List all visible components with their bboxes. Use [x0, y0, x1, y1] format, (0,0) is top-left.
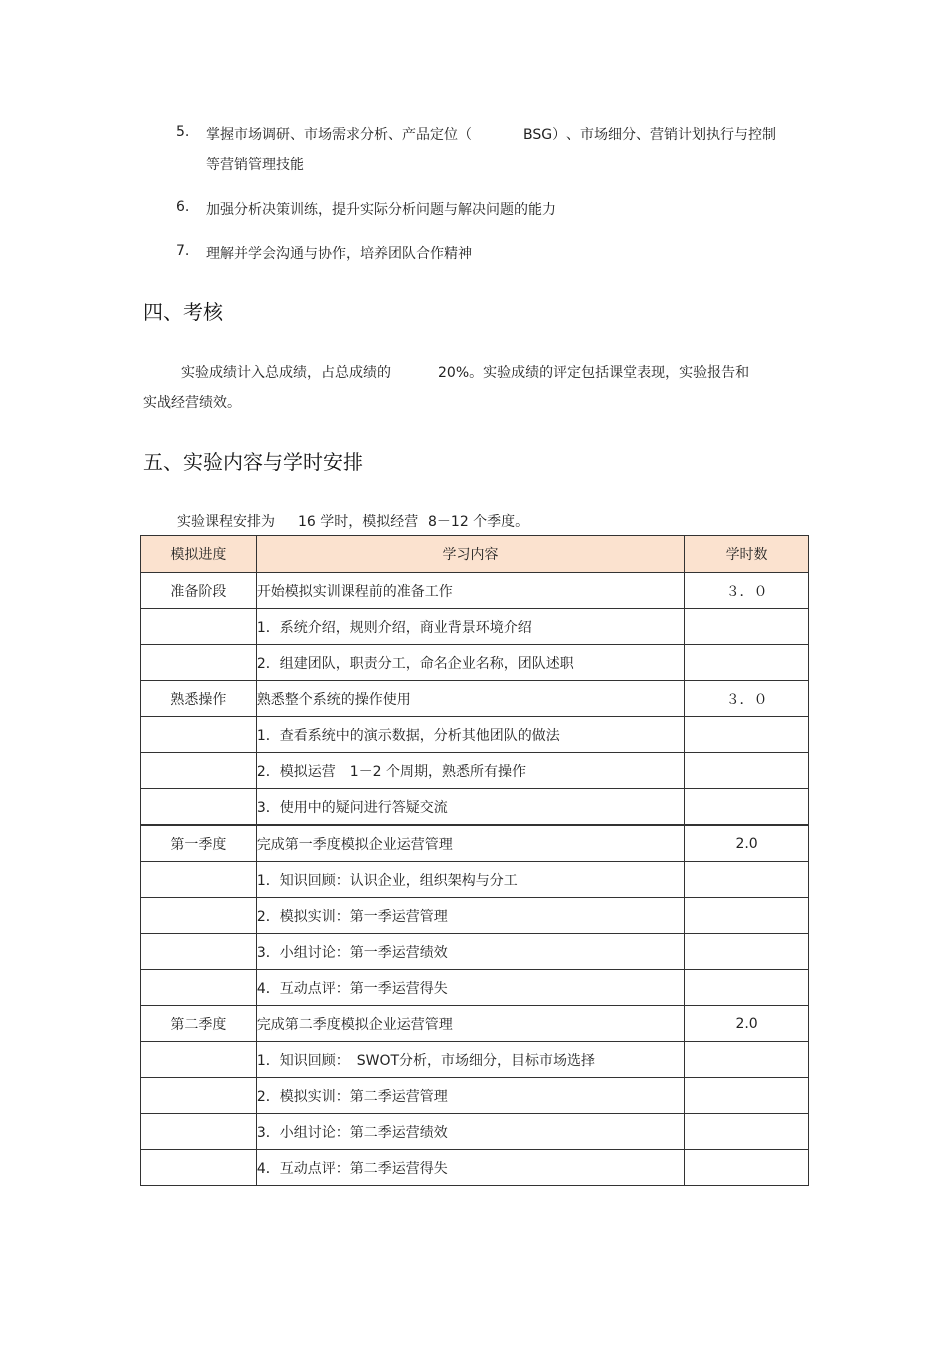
table-row [141, 645, 809, 681]
list-number: 6. [176, 199, 190, 215]
hours-cell [685, 970, 809, 1006]
table-row [141, 1078, 809, 1114]
table-row [141, 573, 809, 609]
content-cell: 2．模拟实训：第一季运营管理 [256, 898, 684, 934]
stage-cell [141, 898, 257, 934]
content-cell: 2．模拟运营 1－2 个周期，熟悉所有操作 [256, 753, 684, 789]
list-number: 7. [176, 243, 190, 259]
hours-cell [685, 898, 809, 934]
hours-cell [685, 1150, 809, 1186]
stage-cell [141, 789, 257, 826]
intro-text: 实验课程安排为 [177, 514, 275, 530]
hours-cell [685, 862, 809, 898]
stage-cell [141, 1078, 257, 1114]
table-row [141, 681, 809, 717]
stage-cell: 准备阶段 [141, 573, 257, 609]
paragraph-text: 实验成绩计入总成绩，占总成绩的 [181, 365, 391, 381]
content-cell: 熟悉整个系统的操作使用 [256, 681, 684, 717]
schedule-table [140, 535, 809, 1186]
content-cell: 2．模拟实训：第二季运营管理 [256, 1078, 684, 1114]
table-row [141, 970, 809, 1006]
table-row [141, 1150, 809, 1186]
stage-cell [141, 1042, 257, 1078]
content-cell: 3．使用中的疑问进行答疑交流 [256, 789, 684, 826]
hours-cell [685, 609, 809, 645]
content-cell: 开始模拟实训课程前的准备工作 [256, 573, 684, 609]
hours-cell: 2.0 [685, 825, 809, 862]
hours-cell: 2.0 [685, 1006, 809, 1042]
table-body [141, 573, 809, 1186]
table-row [141, 789, 809, 826]
table-row [141, 825, 809, 862]
list-item-text: 掌握市场调研、市场需求分析、产品定位（ [206, 127, 472, 143]
hours-cell [685, 1042, 809, 1078]
column-header-hours: 学时数 [685, 536, 809, 573]
content-cell: 1．知识回顾：认识企业，组织架构与分工 [256, 862, 684, 898]
stage-cell [141, 862, 257, 898]
content-cell: 完成第一季度模拟企业运营管理 [256, 825, 684, 862]
stage-cell: 熟悉操作 [141, 681, 257, 717]
content-cell: 完成第二季度模拟企业运营管理 [256, 1006, 684, 1042]
stage-cell [141, 753, 257, 789]
hours-cell: ３．０ [685, 681, 809, 717]
column-header-content: 学习内容 [256, 536, 684, 573]
stage-cell [141, 1114, 257, 1150]
table-row [141, 609, 809, 645]
stage-cell: 第一季度 [141, 825, 257, 862]
stage-cell [141, 609, 257, 645]
paragraph-text: 20%。实验成绩的评定包括课堂表现，实验报告和 [438, 365, 750, 381]
list-item-text: 加强分析决策训练，提升实际分析问题与解决问题的能力 [206, 202, 556, 218]
hours-cell [685, 645, 809, 681]
paragraph-text: 实战经营绩效。 [143, 395, 241, 411]
table-row [141, 1114, 809, 1150]
hours-cell [685, 1114, 809, 1150]
hours-cell [685, 789, 809, 826]
section-heading: 四、考核 [143, 300, 223, 324]
table-header-row [141, 536, 809, 573]
content-cell: 3．小组讨论：第二季运营绩效 [256, 1114, 684, 1150]
hours-cell [685, 1078, 809, 1114]
stage-cell [141, 970, 257, 1006]
stage-cell: 第二季度 [141, 1006, 257, 1042]
list-item-text: 等营销管理技能 [206, 157, 304, 173]
content-cell: 4．互动点评：第一季运营得失 [256, 970, 684, 1006]
table-row [141, 753, 809, 789]
column-header-stage: 模拟进度 [141, 536, 257, 573]
section-heading: 五、实验内容与学时安排 [143, 450, 363, 474]
hours-cell: ３．０ [685, 573, 809, 609]
content-cell: 1．知识回顾： SWOT分析，市场细分，目标市场选择 [256, 1042, 684, 1078]
list-item-text: 、市场细分、营销计划执行与控制 [566, 127, 776, 143]
content-cell: 4．互动点评：第二季运营得失 [256, 1150, 684, 1186]
table-row [141, 934, 809, 970]
intro-text: 8－12 个季度。 [428, 514, 530, 530]
stage-cell [141, 1150, 257, 1186]
stage-cell [141, 717, 257, 753]
content-cell: 3．小组讨论：第一季运营绩效 [256, 934, 684, 970]
table-row [141, 1042, 809, 1078]
hours-cell [685, 717, 809, 753]
list-item-term: BSG） [523, 127, 567, 143]
intro-text: 16 学时，模拟经营 [298, 514, 419, 530]
hours-cell [685, 934, 809, 970]
hours-cell [685, 753, 809, 789]
content-cell: 2．组建团队，职责分工，命名企业名称，团队述职 [256, 645, 684, 681]
content-cell: 1．查看系统中的演示数据，分析其他团队的做法 [256, 717, 684, 753]
list-item-text: 理解并学会沟通与协作，培养团队合作精神 [206, 246, 472, 262]
table-row [141, 1006, 809, 1042]
stage-cell [141, 645, 257, 681]
stage-cell [141, 934, 257, 970]
list-number: 5. [176, 124, 190, 140]
table-row [141, 862, 809, 898]
table-row [141, 898, 809, 934]
content-cell: 1．系统介绍，规则介绍，商业背景环境介绍 [256, 609, 684, 645]
table-row [141, 717, 809, 753]
